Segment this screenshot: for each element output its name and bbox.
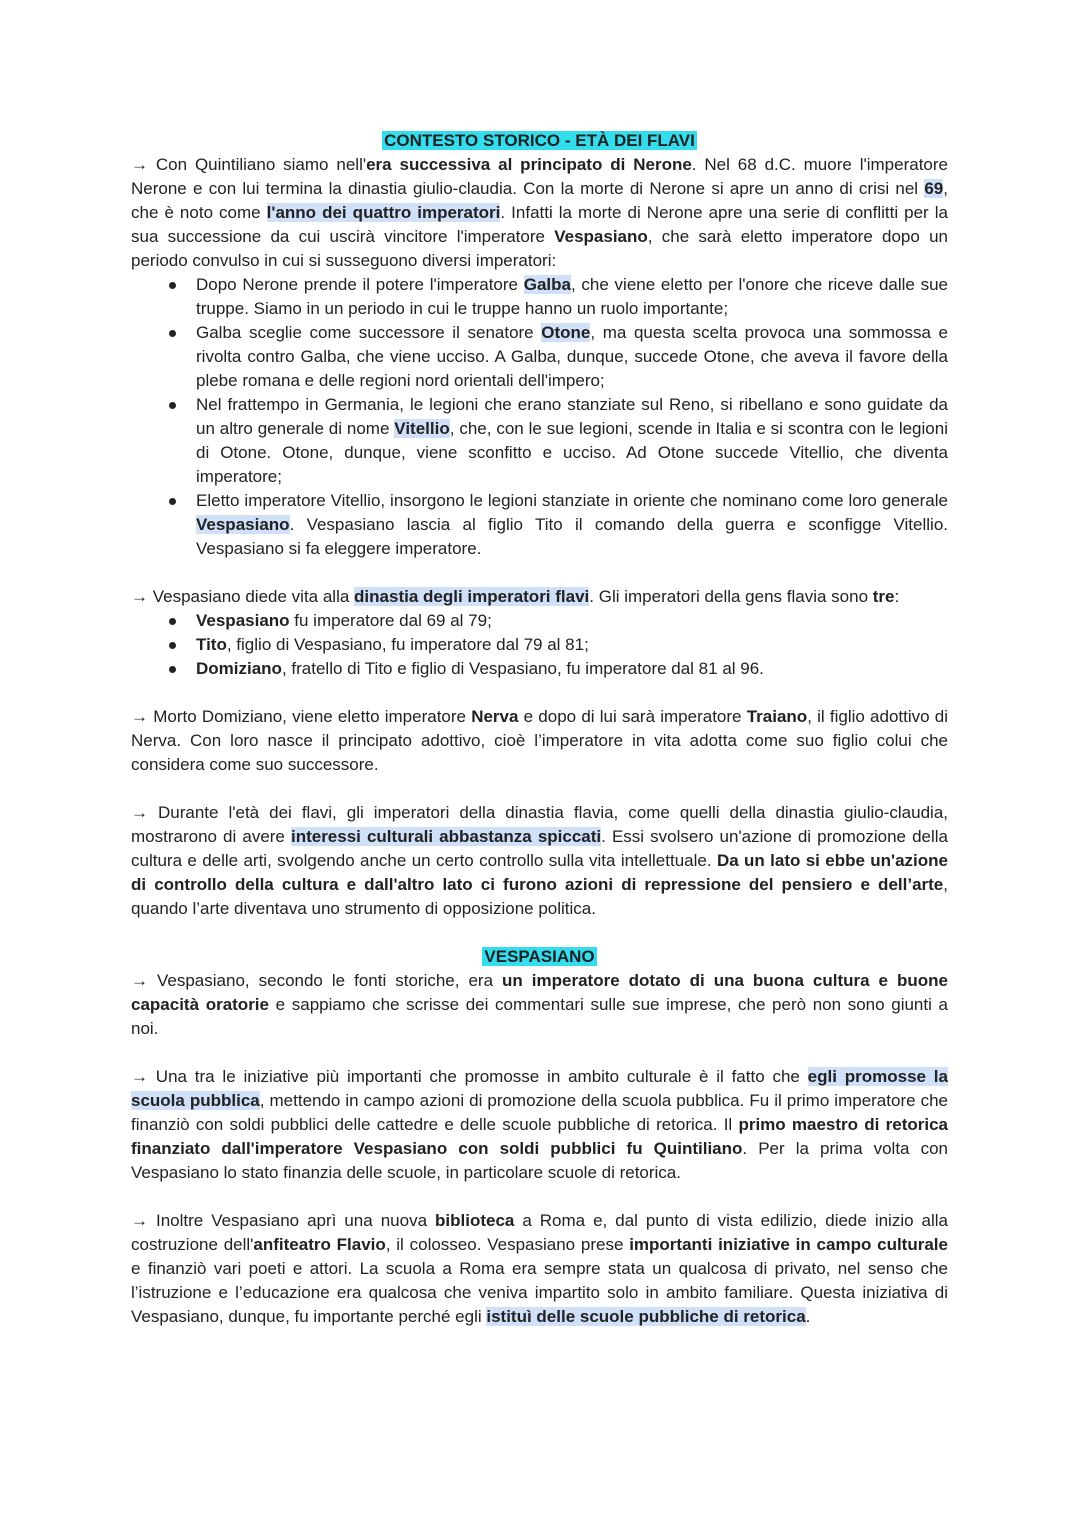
flavian-emperors-list	[131, 609, 948, 681]
spacer	[131, 1041, 948, 1065]
paragraph-vespasiano-cultura: → Vespasiano, secondo le fonti storiche, era un imperatore dotato di una buona cultura e buone capacità oratorie e sappiamo che scrisse dei commentari sulle sue imprese, che però non sono giunti a noi.	[131, 971, 948, 1038]
spacer	[131, 1185, 948, 1209]
four-emperors-list	[131, 273, 948, 561]
list-item: Domiziano, fratello di Tito e figlio di Vespasiano, fu imperatore dal 81 al 96.	[196, 657, 948, 681]
paragraph-interessi-culturali: → Durante l'età dei flavi, gli imperatori della dinastia flavia, come quelli della dinastia giulio-claudia, mostrarono di avere interessi culturali abbastanza spiccati. Essi svolsero un'azione di promozione della cultura e delle arti, svolgendo anche un certo controllo sulla vita intellettuale. Da un lato si ebbe un'azione di controllo della cultura e dall'altro lato ci furono azioni di repressione del pensiero e dell’arte, quando l’arte diventava uno strumento di opposizione politica.	[131, 803, 949, 918]
spacer	[131, 921, 948, 945]
paragraph-biblioteca-colosseo: → Inoltre Vespasiano aprì una nuova biblioteca a Roma e, dal punto di vista edilizio, diede inizio alla costruzione dell'anfiteatro Flavio, il colosseo. Vespasiano prese importanti iniziative in campo culturale e finanziò vari poeti e attori. La scuola a Roma era sempre stata un qualcosa di privato, nel senso che l’istruzione e l’educazione era qualcosa che veniva impartito solo in ambito familiare. Questa iniziativa di Vespasiano, dunque, fu importante perché egli istituì delle scuole pubbliche di retorica.	[131, 1211, 948, 1326]
paragraph-principato-adottivo: → Morto Domiziano, viene eletto imperatore Nerva e dopo di lui sarà imperatore Traiano, il figlio adottivo di Nerva. Con loro nasce il principato adottivo, cioè l’imperatore in vita adotta come suo figlio colui che considera come suo successore.	[131, 707, 949, 774]
list-item: Eletto imperatore Vitellio, insorgono le legioni stanziate in oriente che nominano come loro generale Vespasiano. Vespasiano lascia al figlio Tito il comando della guerra e sconfigge Vitellio. Vespasiano si fa eleggere imperatore.	[196, 489, 948, 561]
list-item: Tito, figlio di Vespasiano, fu imperatore dal 79 al 81;	[196, 633, 948, 657]
spacer	[131, 777, 948, 801]
spacer	[131, 561, 948, 585]
spacer	[131, 681, 948, 705]
list-item: Vespasiano fu imperatore dal 69 al 79;	[196, 609, 948, 633]
paragraph-era-flavi-intro: → Con Quintiliano siamo nell'era successiva al principato di Nerone. Nel 68 d.C. muore l'imperatore Nerone e con lui termina la dinastia giulio-claudia. Con la morte di Nerone si apre un anno di crisi nel 69, che è noto come l'anno dei quattro imperatori. Infatti la morte di Nerone apre una serie di conflitti per la sua successione da cui uscirà vincitore l'imperatore Vespasiano, che sarà eletto imperatore dopo un periodo convulso in cui si susseguono diversi imperatori:	[131, 155, 948, 270]
paragraph-dinastia-flavia: → Vespasiano diede vita alla dinastia degli imperatori flavi. Gli imperatori della gens flavia sono tre:	[131, 587, 900, 606]
document-page	[131, 129, 948, 1329]
paragraph-scuola-pubblica: → Una tra le iniziative più importanti che promosse in ambito culturale è il fatto che egli promosse la scuola pubblica, mettendo in campo azioni di promozione della scuola pubblica. Fu il primo imperatore che finanziò con soldi pubblici delle cattedre e delle scuole pubbliche di retorica. Il primo maestro di retorica finanziato dall'imperatore Vespasiano con soldi pubblici fu Quintiliano. Per la prima volta con Vespasiano lo stato finanzia delle scuole, in particolare scuole di retorica.	[131, 1067, 948, 1182]
list-item: Dopo Nerone prende il potere l'imperatore Galba, che viene eletto per l'onore che riceve dalle sue truppe. Siamo in un periodo in cui le truppe hanno un ruolo importante;	[196, 273, 948, 321]
section-title-vespasiano: VESPASIANO	[484, 947, 595, 966]
section-title-contesto-storico: CONTESTO STORICO - ETÀ DEI FLAVI	[384, 131, 695, 150]
list-item: Galba sceglie come successore il senatore Otone, ma questa scelta provoca una sommossa e rivolta contro Galba, che viene ucciso. A Galba, dunque, succede Otone, che aveva il favore della plebe romana e delle regioni nord orientali dell'impero;	[196, 321, 948, 393]
list-item: Nel frattempo in Germania, le legioni che erano stanziate sul Reno, si ribellano e sono guidate da un altro generale di nome Vitellio, che, con le sue legioni, scende in Italia e si scontra con le legioni di Otone. Otone, dunque, viene sconfitto e ucciso. Ad Otone succede Vitellio, che diventa imperatore;	[196, 393, 948, 489]
